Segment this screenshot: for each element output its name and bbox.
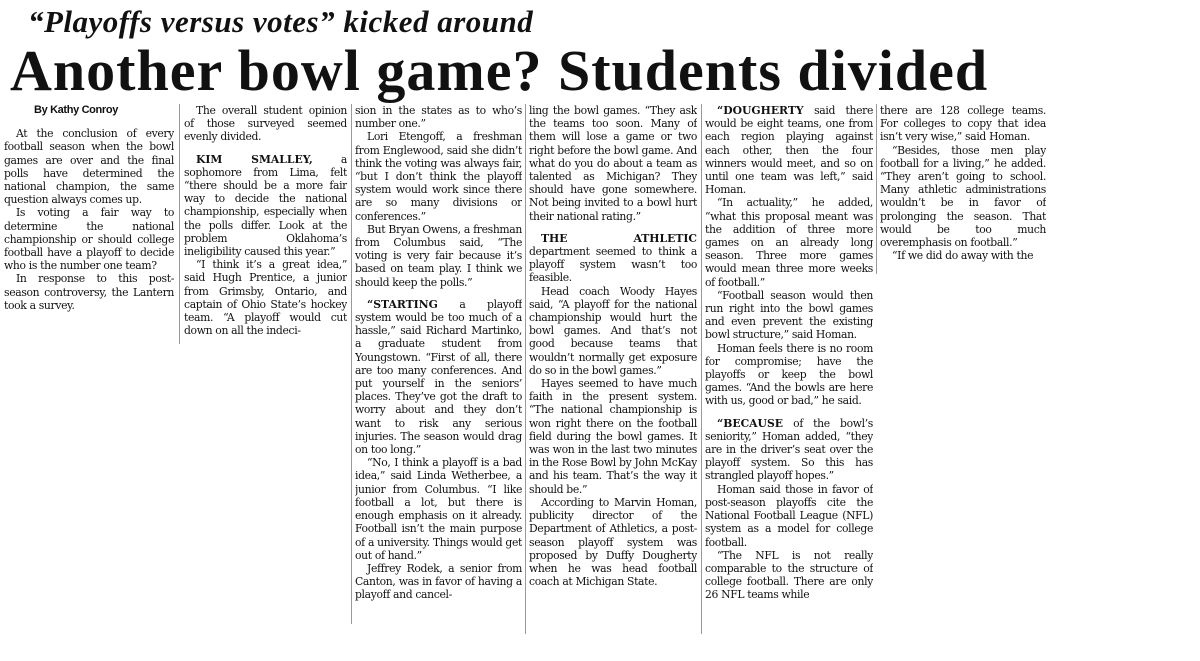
paragraph-text: a sophomore from Lima, felt “there should be a more fair way to decide the national championship, especially when the polls differ. Look at the problem Oklahoma’s ineligibility caused this year.”	[184, 152, 347, 259]
paragraph-text: department seemed to think a playoff system wasn’t too feasible.	[529, 245, 697, 285]
paragraph: In response to this post-season controversy, the Lantern took a survey.	[4, 272, 174, 312]
paragraph: ling the bowl games. “They ask the teams too soon. Many of them will lose a game or two right before the bowl game. And what do you do about a team as talented as Michigan? They should have gone somewhere. Not being invited to a bowl hurt their national rating.”	[529, 104, 697, 223]
paragraph: But Bryan Owens, a freshman from Columbus said, “The voting is very fair because it’s based on team play. I think we should keep the polls.”	[355, 222, 522, 289]
main-headline: Another bowl game? Students divided	[10, 38, 989, 103]
paragraph: The overall student opinion of those surveyed seemed evenly divided.	[184, 104, 347, 144]
column-divider	[179, 104, 180, 344]
paragraph-lead: “DOUGHERTY	[717, 104, 804, 117]
paragraph	[705, 104, 873, 196]
paragraph: “The NFL is not really comparable to the structure of college football. There are only 26 NFL teams while	[705, 548, 873, 602]
paragraph: Hayes seemed to have much faith in the present system. “The national championship is won right there on the football field during the bowl games. It was won in the last two minutes in the Rose Bowl by John McKay and his team. That’s the way it should be.”	[529, 377, 697, 496]
article-column-3	[355, 104, 522, 639]
paragraph	[355, 298, 522, 456]
paragraph-lead: “STARTING	[367, 297, 438, 311]
paragraph-text: of the bowl’s seniority,” Homan added, “they are in the driver’s seat over the playoff system. So this has strangled playoff hopes.”	[705, 416, 873, 483]
paragraph-text: said there would be eight teams, one from each region playing against each other, then the four winners would meet, and so on until one team was left,” said Homan.	[705, 104, 873, 197]
paragraph: Homan said those in favor of post-season playoffs cite the National Football League (NFL) system as a model for college football.	[705, 482, 873, 549]
paragraph: Homan feels there is no room for compromise; have the playoffs or keep the bowl games. “And the bowls are here with us, good or bad,” he said.	[705, 341, 873, 408]
paragraph	[529, 232, 697, 285]
kicker-headline: “Playoffs versus votes” kicked around	[28, 4, 534, 39]
paragraph: Jeffrey Rodek, a senior from Canton, was in favor of having a playoff and cancel-	[355, 561, 522, 602]
paragraph: “Besides, those men play football for a living,” he added. “They aren’t going to school. Many athletic administrations wouldn’t be in favor of prolonging the season. That would be too much overemphasis on football.”	[880, 143, 1046, 250]
paragraph	[184, 153, 347, 259]
article-column-1	[4, 104, 174, 344]
article-column-6	[880, 104, 1046, 274]
article-column-2	[184, 104, 347, 344]
paragraph: Lori Etengoff, a freshman from Englewood, said she didn’t think the voting was always fair, “but I don’t think the playoff system would work since there are so many divisions or conferences.”	[355, 130, 522, 223]
paragraph: According to Marvin Homan, publicity director of the Department of Athletics, a post-season playoff system was proposed by Duffy Dougherty when he was head football coach at Michigan State.	[529, 495, 697, 589]
paragraph: Is voting a fair way to determine the national championship or should college football have a playoff to decide who is the number one team?	[4, 206, 174, 273]
column-divider	[876, 104, 877, 274]
paragraph-lead: “BECAUSE	[717, 416, 783, 430]
column-divider	[701, 104, 702, 634]
article-column-5	[705, 104, 873, 629]
paragraph-text: a playoff system would be too much of a hassle,” said Richard Martinko, a graduate student from Youngstown. “First of all, there are too many conferences. And put yourself in the seniors’ places. They’ve got the draft to worry about and they don’t want to risk any serious injuries. The season would drag on too long.”	[355, 297, 522, 457]
paragraph: “No, I think a playoff is a bad idea,” said Linda Wetherbee, a junior from Columbus. “I like football a lot, but there is enough emphasis on it already. Football isn’t the main purpose of a university. Things would get out of hand.”	[355, 456, 522, 562]
paragraph	[705, 417, 873, 483]
paragraph: “I think it’s a great idea,” said Hugh Prentice, a junior from Grimsby, Ontario, and captain of Ohio State’s hockey team. “A playoff would cut down on all the indeci-	[184, 258, 347, 338]
byline: By Kathy Conroy	[34, 104, 118, 116]
paragraph: At the conclusion of every football season when the bowl games are over and the final polls have determined the national champion, the same question always comes up.	[4, 127, 174, 207]
paragraph: “In actuality,” he added, “what this proposal meant was the addition of three more games on an already long season. Three more games would mean three more weeks of football.”	[705, 196, 873, 289]
column-divider	[351, 104, 352, 624]
paragraph: Head coach Woody Hayes said, “A playoff for the national championship would hurt the bowl games. And that’s not good because teams that wouldn’t normally get exposure do so in the bowl games.”	[529, 284, 697, 377]
paragraph: “If we did do away with the	[892, 249, 1034, 263]
paragraph: sion in the states as to who’s number one.”	[355, 104, 522, 131]
paragraph: there are 128 college teams. For colleges to copy that idea isn’t very wise,” said Homan.	[880, 104, 1046, 144]
paragraph-lead: THE ATHLETIC	[541, 231, 697, 245]
column-divider	[525, 104, 526, 634]
paragraph-lead: KIM SMALLEY,	[196, 152, 313, 166]
article-column-4	[529, 104, 697, 634]
paragraph: “Football season would then run right into the bowl games and even prevent the existing bowl structure,” said Homan.	[705, 288, 873, 342]
